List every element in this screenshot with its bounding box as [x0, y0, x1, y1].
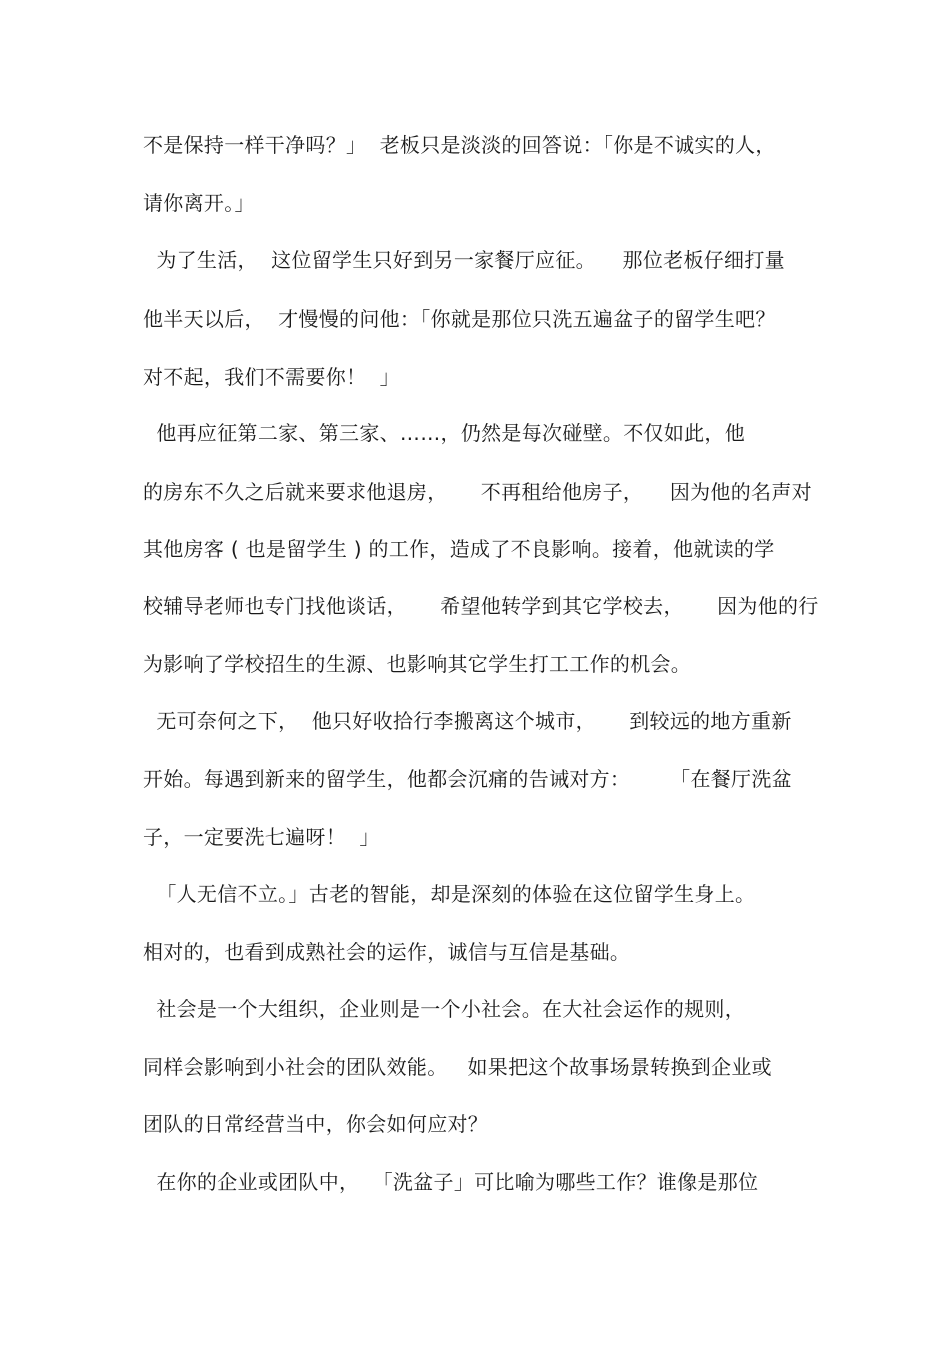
text-line: 为影响了学校招生的生源、也影响其它学生打工工作的机会。: [143, 652, 692, 676]
text-line: 的房东不久之后就来要求他退房， 不再租给他房子， 因为他的名声对: [143, 480, 812, 504]
text-line: 在你的企业或团队中， 「洗盆子」可比喻为哪些工作？谁像是那位: [143, 1170, 759, 1194]
text-line: 同样会影响到小社会的团队效能。 如果把这个故事场景转换到企业或: [143, 1055, 772, 1079]
text-line: 对不起，我们不需要你！ 」: [143, 365, 400, 389]
text-line: 相对的，也看到成熟社会的运作，诚信与互信是基础。: [143, 940, 631, 964]
text-line: 他半天以后， 才慢慢的问他：「你就是那位只洗五遍盆子的留学生吧？: [143, 307, 776, 331]
text-line: 其他房客 ( 也是留学生 ) 的工作，造成了不良影响。接着，他就读的学: [143, 537, 775, 561]
text-line: 无可奈何之下， 他只好收拾行李搬离这个城市， 到较远的地方重新: [143, 709, 792, 733]
text-line: 请你离开。」: [143, 191, 255, 215]
text-line: 「人无信不立。」古老的智能，却是深刻的体验在这位留学生身上。: [143, 882, 756, 906]
text-line: 校辅导老师也专门找他谈话， 希望他转学到其它学校去， 因为他的行: [143, 594, 819, 618]
text-line: 为了生活， 这位留学生只好到另一家餐厅应征。 那位老板仔细打量: [143, 248, 785, 272]
text-line: 他再应征第二家、第三家、……，仍然是每次碰壁。不仅如此，他: [143, 421, 746, 445]
text-line: 社会是一个大组织，企业则是一个小社会。在大社会运作的规则，: [143, 997, 746, 1021]
text-line: 不是保持一样干净吗？」 老板只是淡淡的回答说：「你是不诚实的人，: [143, 133, 776, 157]
text-line: 子，一定要洗七遍呀！ 」: [143, 825, 380, 849]
text-line: 开始。每遇到新来的留学生，他都会沉痛的告诫对方： 「在餐厅洗盆: [143, 767, 792, 791]
text-line: 团队的日常经营当中，你会如何应对？: [143, 1112, 489, 1136]
